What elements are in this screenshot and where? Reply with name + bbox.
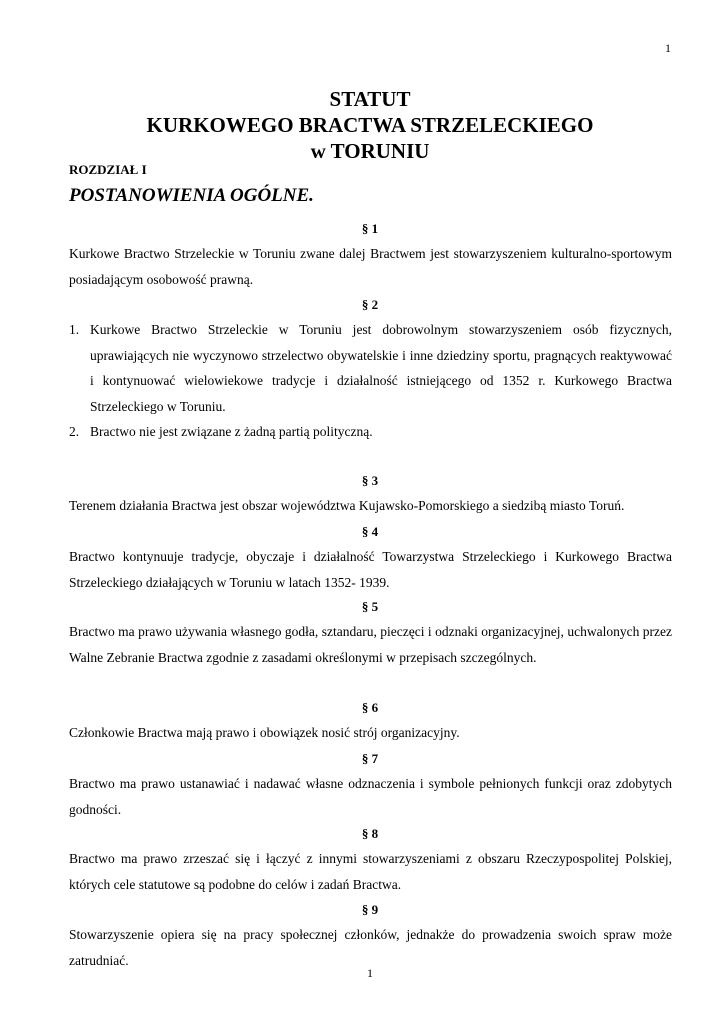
section-text-3: Terenem działania Bractwa jest obszar województwa Kujawsko-Pomorskiego a siedzibą miasto Toruń.: [69, 498, 625, 513]
section-mark-4: § 4: [361, 524, 379, 539]
section-text-8: Bractwo ma prawo zrzeszać się i łączyć z innymi stowarzyszeniami z obszaru Rzeczypospolitej Polskiej, których cele statutowe są podobne do celów i zadań Bractwa.: [69, 851, 672, 892]
chapter-title: POSTANOWIENIA OGÓLNE.: [69, 185, 314, 206]
document-title-line-2: KURKOWEGO BRACTWA STRZELECKIEGO: [146, 113, 594, 137]
section-mark-5: § 5: [361, 599, 379, 614]
page-number-bottom: 1: [367, 966, 373, 980]
section-text-5: Bractwo ma prawo używania własnego godła, sztandaru, pieczęci i odznaki organizacyjnej, uchwalonych przez Walne Zebranie Bractwa zgodnie z zasadami określonymi w przepisach szczególnych.: [69, 624, 672, 665]
section-text-1: Kurkowe Bractwo Strzeleckie w Toruniu zwane dalej Bractwem jest stowarzyszeniem kulturalno-sportowym posiadającym osobowość prawną.: [69, 246, 672, 287]
section-mark-3: § 3: [361, 473, 379, 488]
document-title-line-1: STATUT: [329, 87, 411, 111]
section-text-7: Bractwo ma prawo ustanawiać i nadawać własne odznaczenia i symbole pełnionych funkcji oraz zdobytych godności.: [69, 776, 672, 817]
section-mark-6: § 6: [361, 700, 379, 715]
list-number: 2.: [69, 424, 80, 439]
section-mark-9: § 9: [361, 902, 379, 917]
section-text-4: Bractwo kontynuuje tradycje, obyczaje i działalność Towarzystwa Strzeleckiego i Kurkowego Bractwa Strzeleckiego działających w Toruniu w latach 1352- 1939.: [69, 549, 672, 590]
section-mark-2: § 2: [361, 297, 379, 312]
list-item-text: Kurkowe Bractwo Strzeleckie w Toruniu jest dobrowolnym stowarzyszeniem osób fizycznych, uprawiających nie wyczynowo strzelectwo obywatelskie i inne dziedziny sportu, pragnących reaktywować i kontynuować wielowiekowe tradycje i działalność istniejącego od 1352 r. Kurkowego Bractwa Strzeleckiego w Toruniu.: [90, 322, 672, 414]
page-number-top: 1: [665, 41, 671, 55]
section-mark-7: § 7: [361, 751, 379, 766]
section-text-9: Stowarzyszenie opiera się na pracy społecznej członków, jednakże do prowadzenia swoich spraw może zatrudniać.: [69, 927, 672, 968]
section-mark-1: § 1: [361, 221, 379, 236]
list-item-text: Bractwo nie jest związane z żadną partią polityczną.: [90, 424, 373, 439]
section-mark-8: § 8: [361, 826, 379, 841]
section-text-6: Członkowie Bractwa mają prawo i obowiązek nosić strój organizacyjny.: [69, 725, 460, 740]
list-number: 1.: [69, 322, 80, 337]
section-item-2-2: [69, 419, 672, 445]
chapter-label: ROZDZIAŁ I: [69, 162, 147, 177]
document-title-line-3: w TORUNIU: [310, 139, 430, 163]
section-item-2-1: [69, 317, 672, 419]
